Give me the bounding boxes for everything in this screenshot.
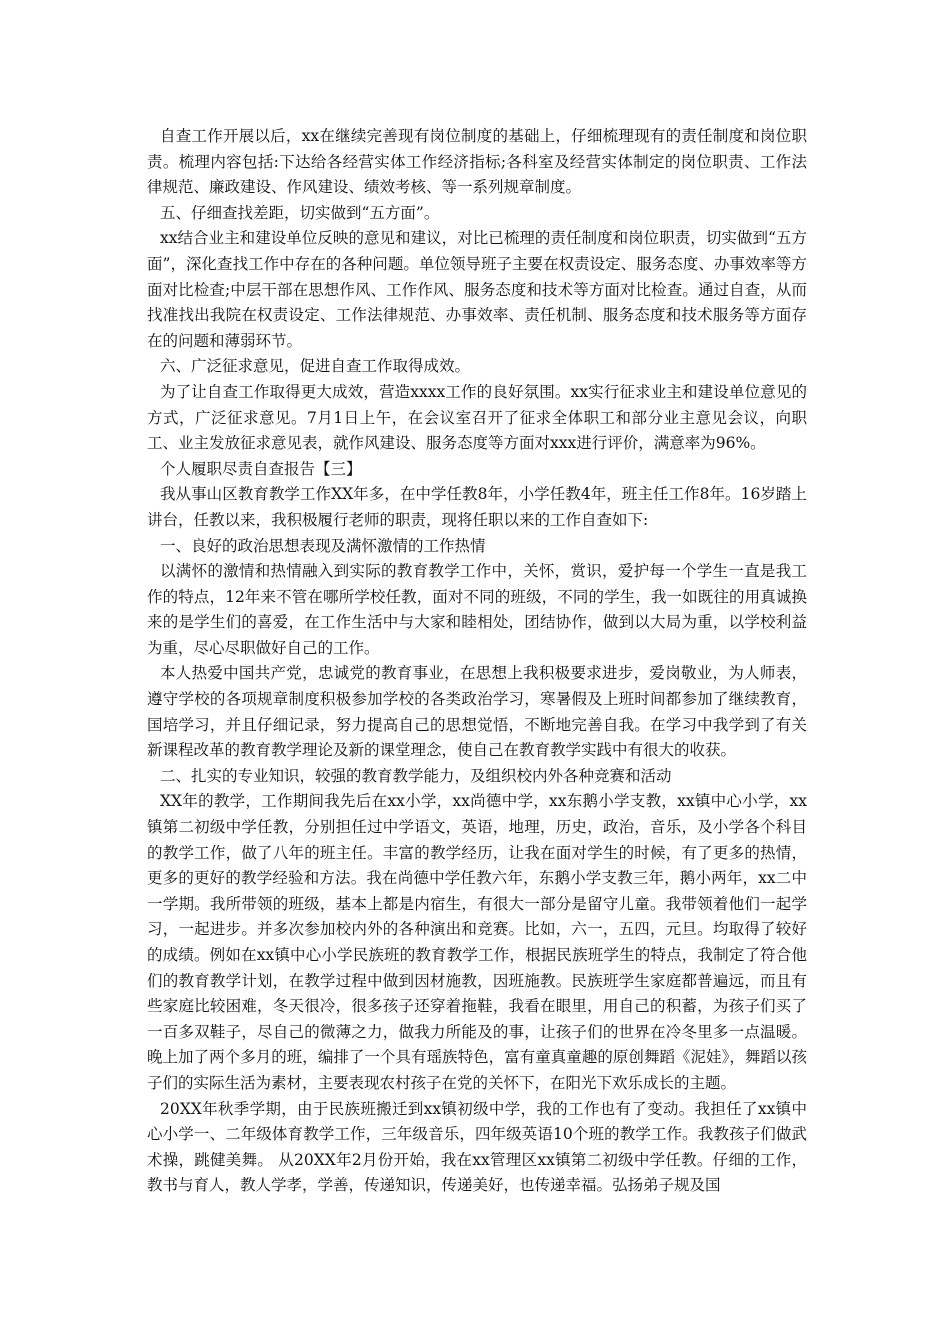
document-body (147, 124, 807, 1199)
paragraph-autumn-semester: 20XX年秋季学期，由于民族班搬迁到xx镇初级中学，我的工作也有了变动。我担任了xx镇中心小学一、二年级体育教学工作，三年级音乐，四年级英语10个班的教学工作。我教孩子们做武术操，跳健美舞。 从20XX年2月份开始，我在xx管理区xx镇第二初级中学任教。仔细的工作，教书与育人，教人学孝，学善，传递知识，传递美好，也传递幸福。弘扬弟子规及国 (147, 1099, 807, 1195)
paragraph-self-check-intro: 自查工作开展以后，xx在继续完善现有岗位制度的基础上，仔细梳理现有的责任制度和岗位职责。梳理内容包括:下达给各经营实体工作经济指标;各科室及经营实体制定的岗位职责、工作法律规范、廉政建设、作风建设、绩效考核、等一系列规章制度。 (147, 127, 807, 197)
heading-political-thought: 一、良好的政治思想表现及满怀激情的工作热情 (160, 536, 486, 555)
heading-solicit-opinions: 六、广泛征求意见，促进自查工作取得成效。 (160, 357, 471, 376)
section-title-report-three: 个人履职尽责自查报告【三】 (160, 459, 362, 478)
paragraph-teaching-experience: XX年的教学，工作期间我先后在xx小学，xx尚德中学，xx东鹅小学支教，xx镇中心小学，xx镇第二初级中学任教，分别担任过中学语文，英语，地理，历史，政治，音乐，及小学各个科目的教学工作，做了八年的班主任。丰富的教学经历，让我在面对学生的时候，有了更多的热情，更多的更好的教学经验和方法。我在尚德中学任教六年，东鹅小学支教三年，鹅小两年，xx二中一学期。我所带领的班级，基本上都是内宿生，有很大一部分是留守儿童。我带领着他们一起学习，一起进步。并多次参加校内外的各种演出和竞赛。比如，六一，五四，元旦。均取得了较好的成绩。例如在xx镇中心小学民族班的教育教学工作，根据民族班学生的特点，我制定了符合他们的教育教学计划，在教学过程中做到因材施教，因班施教。民族班学生家庭都普遍远，而且有些家庭比较困难，冬天很冷，很多孩子还穿着拖鞋，我看在眼里，用自己的积蓄，为孩子们买了一百多双鞋子，尽自己的微薄之力，做我力所能及的事，让孩子们的世界在冷冬里多一点温暖。晚上加了两个多月的班，编排了一个具有瑶族特色，富有童真童趣的原创舞蹈《泥娃》，舞蹈以孩子们的实际生活为素材，主要表现农村孩子在党的关怀下，在阳光下欢乐成长的主题。 (147, 792, 807, 1092)
paragraph-solicit-opinions: 为了让自查工作取得更大成效，营造xxxx工作的良好氛围。xx实行征求业主和建设单位意见的方式，广泛征求意见。7月1日上午，在会议室召开了征求全体职工和部分业主意见会议，向职工、业主发放征求意见表，就作风建设、服务态度等方面对xxx进行评价，满意率为96%。 (147, 382, 807, 453)
paragraph-teaching-background: 我从事山区教育教学工作XX年多，在中学任教8年，小学任教4年，班主任工作8年。16岁踏上讲台，任教以来，我积极履行老师的职责，现将任职以来的工作自查如下: (147, 485, 807, 529)
paragraph-party-loyalty: 本人热爱中国共产党，忠诚党的教育事业，在思想上我积极要求进步，爱岗敬业，为人师表，遵守学校的各项规章制度积极参加学校的各类政治学习，寒暑假及上班时间都参加了继续教育，国培学习，并且仔细记录，努力提高自己的思想觉悟，不断地完善自我。在学习中我学到了有关新课程改革的教育教学理论及新的课堂理念，使自己在教育教学实践中有很大的收获。 (147, 664, 807, 760)
paragraph-five-aspects: xx结合业主和建设单位反映的意见和建议，对比已梳理的责任制度和岗位职责，切实做到“五方面”，深化查找工作中存在的各种问题。单位领导班子主要在权责设定、服务态度、办事效率等方面对比检查;中层干部在思想作风、工作作风、服务态度和技术等方面对比检查。通过自查，从而找准找出我院在权责设定、工作法律规范、办事效率、责任机制、服务态度和技术服务等方面存在的问题和薄弱环节。 (147, 229, 807, 350)
heading-professional-knowledge: 二、扎实的专业知识，较强的教育教学能力，及组织校内外各种竞赛和活动 (160, 766, 672, 785)
paragraph-work-enthusiasm: 以满怀的激情和热情融入到实际的教育教学工作中，关怀，赏识，爱护每一个学生一直是我工作的特点，12年来不管在哪所学校任教，面对不同的班级，不同的学生，我一如既往的用真诚换来的是学生们的喜爱，在工作生活中与大家和睦相处，团结协作，做到以大局为重，以学校利益为重，尽心尽职做好自己的工作。 (147, 562, 807, 657)
heading-five-aspects: 五、仔细查找差距，切实做到“五方面”。 (160, 203, 440, 222)
